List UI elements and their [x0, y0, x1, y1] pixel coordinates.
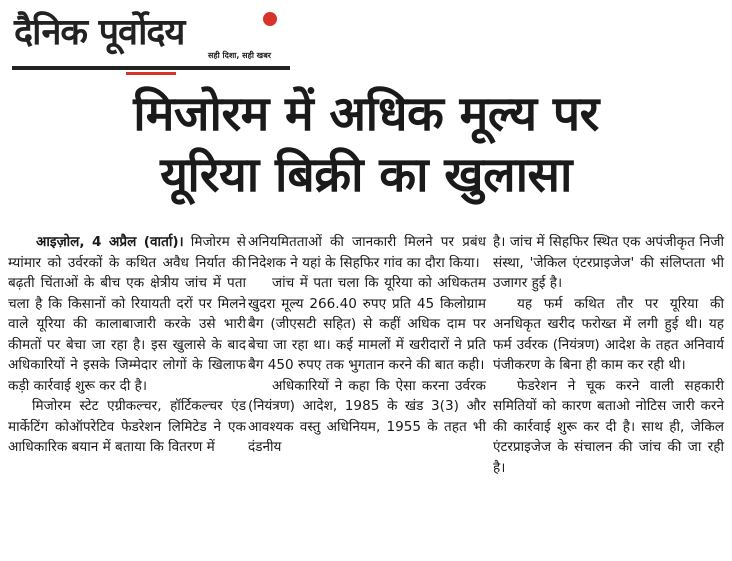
masthead-accent-bar: [126, 72, 176, 75]
paragraph: है। जांच में सिहफिर स्थित एक अपंजीकृत निजी संस्था, 'जेकिल एंटरप्राइजेज' की संलिप्तता भी उजागर हुई है।: [493, 234, 724, 291]
article-column-3: [493, 232, 724, 478]
article-column-2: [248, 232, 486, 458]
dateline: आइज़ोल, 4 अप्रैल (वार्ता)।: [36, 234, 184, 250]
headline-line-2: यूरिया बिक्री का खुलासा: [160, 147, 572, 203]
masthead-rule: [12, 66, 290, 70]
paragraph: मिजोरम स्टेट एग्रीकल्चर, हॉर्टिकल्चर एंड मार्केटिंग कोऑपरेटिव फेडरेशन लिमिटेड ने एक आधिकारिक बयान में बताया कि वितरण में: [8, 398, 246, 455]
newspaper-logo: दैनिक पूर्वोदय: [14, 12, 185, 53]
paragraph: जांच में पता चला कि यूरिया को अधिकतम खुदरा मूल्य 266.40 रुपए प्रति 45 किलोग्राम बैग (जीएसटी सहित) से कहीं अधिक दाम पर बेचा जा रहा था। कई मामलों में खरीदारों ने प्रति बैग 450 रुपए तक भुगतान करने की बात कही।: [248, 275, 486, 373]
paragraph: अनियमितताओं की जानकारी मिलने पर प्रबंध निदेशक ने यहां के सिहफिर गांव का दौरा किया।: [248, 234, 486, 271]
paragraph: फेडरेशन ने चूक करने वाली सहकारी समितियों को कारण बताओ नोटिस जारी करने की कार्रवाई शुरू कर दी है। साथ ही, जेकिल एंटरप्राइजेज के संचालन की जांच की जा रही है।: [493, 377, 724, 476]
logo-dot-icon: [263, 12, 277, 26]
headline-line-1: मिजोरम में अधिक मूल्य पर: [133, 86, 599, 142]
paragraph: यह फर्म कथित तौर पर यूरिया की अनधिकृत खरीद फरोख्त में लगी हुई थी। यह फर्म उर्वरक (नियंत्रण) आदेश के तहत अनिवार्य पंजीकरण के बिना ही काम कर रही थी।: [493, 295, 724, 373]
article-headline: [0, 84, 732, 206]
article-column-1: [8, 232, 246, 458]
paragraph: अधिकारियों ने कहा कि ऐसा करना उर्वरक (नियंत्रण) आदेश, 1985 के खंड 3(3) और आवश्यक वस्तु अधिनियम, 1955 के तहत भी दंडनीय: [248, 377, 486, 455]
masthead: [8, 4, 288, 74]
article-body: [8, 232, 724, 557]
paragraph: मिजोरम से म्यांमार को उर्वरकों के कथित अवैध निर्यात की बढ़ती चिंताओं के बीच एक क्षेत्रीय जांच में पता चला है कि किसानों को रियायती दरों पर मिलने वाले यूरिया की कालाबाजारी करके उसे भारी कीमतों पर बेचा जा रहा है। इस खुलासे के बाद अधिकारियों ने इसके जिम्मेदार लोगों के खिलाफ कड़ी कार्रवाई शुरू कर दी है।: [8, 234, 246, 394]
newspaper-tagline: सही दिशा, सही खबर: [208, 51, 272, 60]
